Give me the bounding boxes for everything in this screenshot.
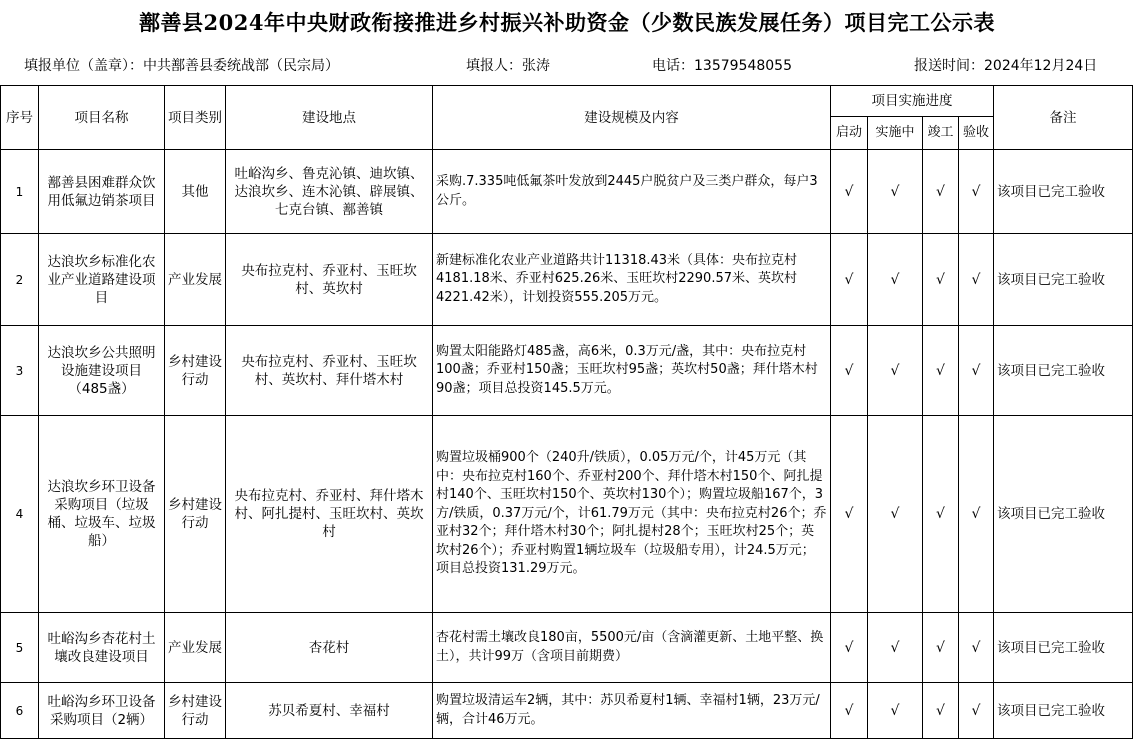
row-scope: 新建标准化农业产业道路共计11318.43米（具体：央布拉克村4181.18米、乔亚村625.26米、玉旺坎村2290.57米、英坎村4221.42米），计划投资555.205万元。 xyxy=(433,234,831,326)
check-mark: √ xyxy=(831,150,868,234)
check-mark: √ xyxy=(831,234,868,326)
row-remark: 该项目已完工验收 xyxy=(994,150,1133,234)
check-mark: √ xyxy=(959,326,994,416)
header-name: 项目名称 xyxy=(39,86,165,150)
table-row xyxy=(1,234,1133,326)
row-type: 产业发展 xyxy=(165,613,226,683)
table-row xyxy=(1,326,1133,416)
header-scope: 建设规模及内容 xyxy=(433,86,831,150)
check-mark: √ xyxy=(959,683,994,739)
check-mark: √ xyxy=(868,683,923,739)
row-seq: 3 xyxy=(1,326,39,416)
row-seq: 2 xyxy=(1,234,39,326)
check-mark: √ xyxy=(959,234,994,326)
report-date: 报送时间：2024年12月24日 xyxy=(914,58,1098,74)
row-seq: 5 xyxy=(1,613,39,683)
header-accept: 验收 xyxy=(959,117,994,150)
row-remark: 该项目已完工验收 xyxy=(994,234,1133,326)
row-scope: 购置太阳能路灯485盏，高6米，0.3万元/盏，其中：央布拉克村100盏；乔亚村150盏；玉旺坎村95盏；英坎村50盏；拜什塔木村90盏；项目总投资145.5万元。 xyxy=(433,326,831,416)
row-name: 达浪坎乡标准化农业产业道路建设项目 xyxy=(39,234,165,326)
check-mark: √ xyxy=(959,613,994,683)
row-type: 乡村建设行动 xyxy=(165,416,226,613)
phone: 电话：13579548055 xyxy=(652,58,792,74)
check-mark: √ xyxy=(923,326,959,416)
row-type: 其他 xyxy=(165,150,226,234)
check-mark: √ xyxy=(959,150,994,234)
check-mark: √ xyxy=(923,683,959,739)
check-mark: √ xyxy=(959,416,994,613)
header-type: 项目类别 xyxy=(165,86,226,150)
row-name: 达浪坎乡公共照明设施建设项目（485盏） xyxy=(39,326,165,416)
check-mark: √ xyxy=(923,234,959,326)
row-seq: 1 xyxy=(1,150,39,234)
row-name: 达浪坎乡环卫设备采购项目（垃圾桶、垃圾车、垃圾船） xyxy=(39,416,165,613)
row-scope: 采购.7.335吨低氟茶叶发放到2445户脱贫户及三类户群众，每户3公斤。 xyxy=(433,150,831,234)
check-mark: √ xyxy=(831,326,868,416)
header-remark: 备注 xyxy=(994,86,1133,150)
check-mark: √ xyxy=(923,416,959,613)
row-type: 乡村建设行动 xyxy=(165,683,226,739)
check-mark: √ xyxy=(831,416,868,613)
row-location: 杏花村 xyxy=(226,613,433,683)
check-mark: √ xyxy=(923,150,959,234)
row-seq: 6 xyxy=(1,683,39,739)
row-location: 央布拉克村、乔亚村、拜什塔木村、阿扎提村、玉旺坎村、英坎村 xyxy=(226,416,433,613)
reporting-unit: 填报单位（盖章）：中共鄯善县委统战部（民宗局） xyxy=(24,58,339,74)
check-mark: √ xyxy=(868,234,923,326)
table-row xyxy=(1,613,1133,683)
header-done: 竣工 xyxy=(923,117,959,150)
row-type: 产业发展 xyxy=(165,234,226,326)
row-name: 鄯善县困难群众饮用低氟边销茶项目 xyxy=(39,150,165,234)
header-start: 启动 xyxy=(831,117,868,150)
row-remark: 该项目已完工验收 xyxy=(994,683,1133,739)
page-title: 鄯善县2024年中央财政衔接推进乡村振兴补助资金（少数民族发展任务）项目完工公示表 xyxy=(139,10,995,35)
header-ongoing: 实施中 xyxy=(868,117,923,150)
row-remark: 该项目已完工验收 xyxy=(994,326,1133,416)
table-row xyxy=(1,416,1133,613)
check-mark: √ xyxy=(923,613,959,683)
check-mark: √ xyxy=(868,613,923,683)
header-seq: 序号 xyxy=(1,86,39,150)
row-scope: 购置垃圾桶900个（240升/铁质），0.05万元/个，计45万元（其中：央布拉克村160个、乔亚村200个、拜什塔木村150个、阿扎提村140个、玉旺坎村150个、英坎村130个）；购置垃圾船167个，3方/铁质，0.37万元/个，计61.79万元（其中：央布拉克村26个；乔亚村32个；拜什塔木村30个；阿扎提村28个；玉旺坎村25个；英坎村26个）；乔亚村购置1辆垃圾车（垃圾船专用），计24.5万元；项目总投资131.29万元。 xyxy=(433,416,831,613)
check-mark: √ xyxy=(831,683,868,739)
check-mark: √ xyxy=(831,613,868,683)
check-mark: √ xyxy=(868,416,923,613)
row-remark: 该项目已完工验收 xyxy=(994,416,1133,613)
row-scope: 购置垃圾清运车2辆，其中：苏贝希夏村1辆、幸福村1辆，23万元/辆，合计46万元。 xyxy=(433,683,831,739)
header-location: 建设地点 xyxy=(226,86,433,150)
table-row xyxy=(1,150,1133,234)
row-seq: 4 xyxy=(1,416,39,613)
header-progress: 项目实施进度 xyxy=(831,86,994,117)
table-row xyxy=(1,683,1133,739)
row-location: 吐峪沟乡、鲁克沁镇、迪坎镇、达浪坎乡、连木沁镇、辟展镇、七克台镇、鄯善镇 xyxy=(226,150,433,234)
reporter: 填报人：张涛 xyxy=(466,58,550,74)
project-table xyxy=(0,85,1133,739)
row-type: 乡村建设行动 xyxy=(165,326,226,416)
row-location: 苏贝希夏村、幸福村 xyxy=(226,683,433,739)
row-name: 吐峪沟乡环卫设备采购项目（2辆） xyxy=(39,683,165,739)
row-location: 央布拉克村、乔亚村、玉旺坎村、英坎村 xyxy=(226,234,433,326)
row-location: 央布拉克村、乔亚村、玉旺坎村、英坎村、拜什塔木村 xyxy=(226,326,433,416)
check-mark: √ xyxy=(868,326,923,416)
row-name: 吐峪沟乡杏花村土壤改良建设项目 xyxy=(39,613,165,683)
check-mark: √ xyxy=(868,150,923,234)
row-scope: 杏花村需土壤改良180亩，5500元/亩（含滴灌更新、土地平整、换土），共计99万（含项目前期费） xyxy=(433,613,831,683)
row-remark: 该项目已完工验收 xyxy=(994,613,1133,683)
